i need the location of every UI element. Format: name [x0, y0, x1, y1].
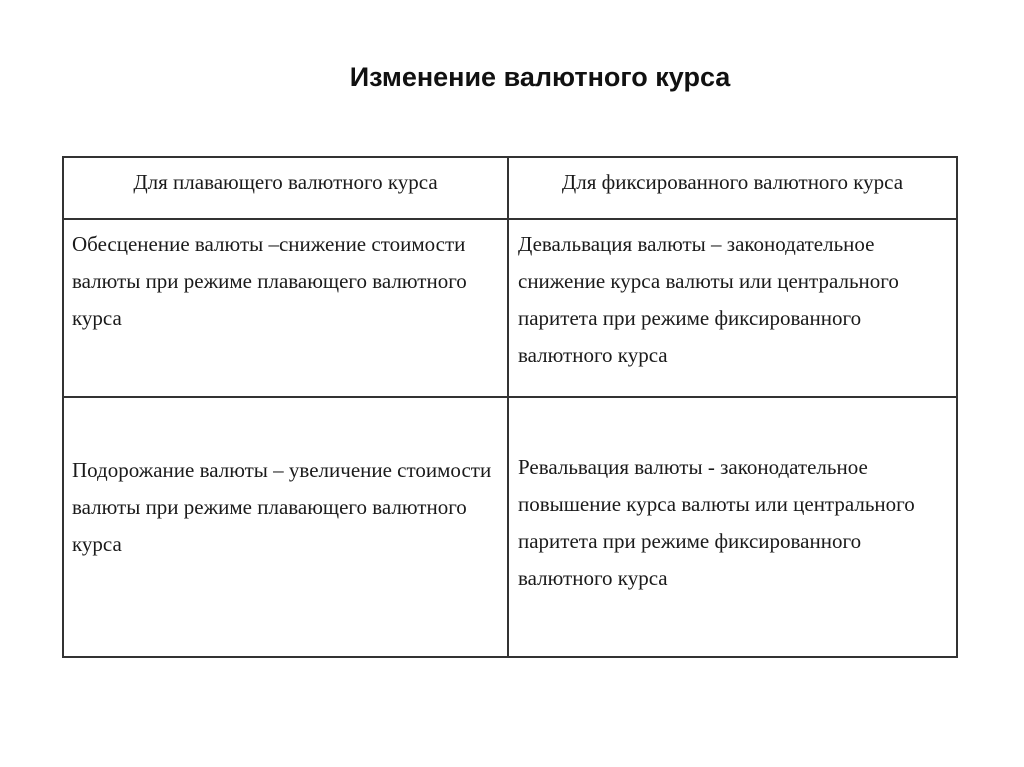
cell-fixed-revaluation: [508, 397, 957, 657]
cell-floating-appreciation: [63, 397, 508, 657]
cell-fixed-devaluation: [508, 219, 957, 397]
comparison-table: [62, 156, 958, 658]
header-label-floating: Для плавающего валютного курса: [133, 170, 438, 194]
cell-floating-depreciation: [63, 219, 508, 397]
header-cell-floating: [63, 157, 508, 219]
cell-text: Девальвация валюты – законодательное снижение курса валюты или центрального паритета при режиме фиксированного валютного курса: [518, 232, 899, 367]
header-label-fixed: Для фиксированного валютного курса: [561, 170, 904, 194]
table-row: [63, 397, 957, 657]
page-title: Изменение валютного курса: [349, 62, 731, 92]
table-row: [63, 219, 957, 397]
table-header-row: [63, 157, 957, 219]
cell-text: Обесценение валюты –снижение стоимости валюты при режиме плавающего валютного курса: [72, 232, 467, 330]
cell-text: Ревальвация валюты - законодательное повышение курса валюты или центрального паритета при режиме фиксированного валютного курса: [518, 455, 915, 590]
cell-text: Подорожание валюты – увеличение стоимости валюты при режиме плавающего валютного курса: [72, 458, 492, 556]
header-cell-fixed: [508, 157, 957, 219]
